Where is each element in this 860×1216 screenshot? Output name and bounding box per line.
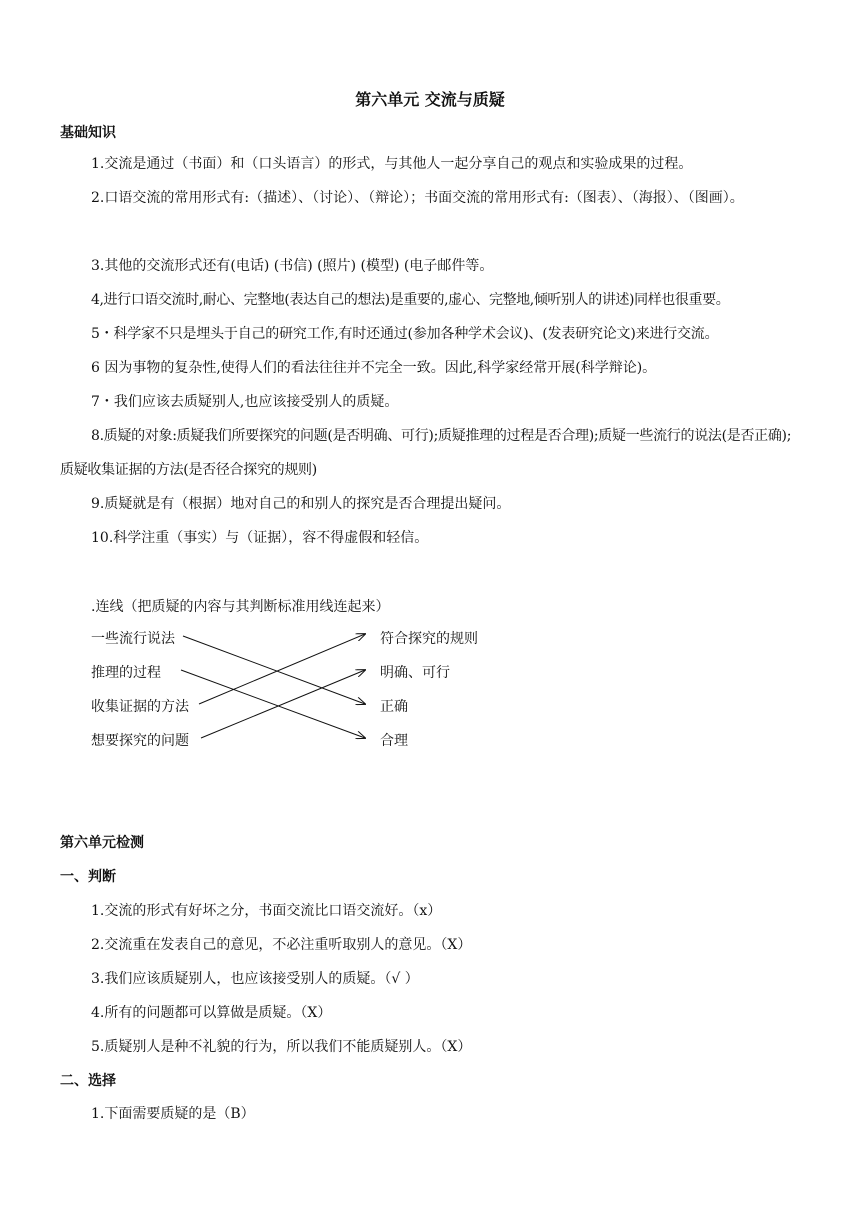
match-left-3: 收集证据的方法	[91, 699, 189, 715]
judgement-item-4: 4.所有的问题都可以算做是质疑。（X）	[91, 1005, 332, 1021]
choice-item-1: 1.下面需要质疑的是（B）	[91, 1106, 255, 1122]
judgement-heading: 一、判断	[60, 869, 116, 885]
basics-item-4: 4,进行口语交流时,耐心、完整地(表达自己的想法)是重要的,虚心、完整地,倾听别人的讲述)同样也很重要。	[91, 292, 730, 308]
basics-item-3: 3.其他的交流形式还有(电话) (书信) (照片) (模型) (电子邮件等。	[91, 258, 494, 274]
match-left-1: 一些流行说法	[91, 631, 175, 647]
basics-item-8: 8.质疑的对象:质疑我们所要探究的问题(是否明确、可行);质疑推理的过程是否合理);质疑一些流行的说法(是否正确);质疑收集证据的方法(是否径合探究的规则)	[60, 428, 792, 478]
match-line-4	[201, 670, 365, 738]
judgement-item-2: 2.交流重在发表自己的意见，不必注重听取别人的意见。（X）	[91, 937, 472, 953]
match-right-4: 合理	[380, 733, 408, 749]
match-right-1: 符合探究的规则	[380, 631, 478, 647]
match-left-4: 想要探究的问题	[91, 733, 189, 749]
match-line-1	[183, 636, 365, 704]
judgement-item-1: 1.交流的形式有好坏之分，书面交流比口语交流好。（x）	[91, 903, 442, 919]
basics-item-5: 5・科学家不只是埋头于自己的研究工作,有时还通过(参加各种学术会议)、(发表研究论文)来进行交流。	[91, 326, 719, 342]
judgement-item-3: 3.我们应该质疑别人，也应该接受别人的质疑。（√ ）	[91, 971, 419, 987]
basics-item-2: 2.口语交流的常用形式有:（描述）、（讨论）、（辩论）；书面交流的常用形式有:（图表）、（海报）、（图画）。	[91, 190, 744, 206]
choice-heading: 二、选择	[60, 1073, 116, 1089]
basics-item-6: 6 因为事物的复杂性,使得人们的看法往往并不完全一致。因此,科学家经常开展(科学辩论)。	[91, 360, 657, 376]
judgement-item-5: 5.质疑别人是种不礼貌的行为，所以我们不能质疑别人。（X）	[91, 1039, 472, 1055]
match-right-2: 明确、可行	[380, 665, 450, 681]
page-title: 第六单元 交流与质疑	[355, 90, 505, 109]
matching-instruction: .连线（把质疑的内容与其判断标准用线连起来）	[91, 599, 390, 615]
match-line-2	[181, 670, 365, 738]
match-right-3: 正确	[380, 699, 408, 715]
basics-item-10: 10.科学注重（事实）与（证据），容不得虚假和轻信。	[91, 530, 429, 546]
basics-item-9: 9.质疑就是有（根据）地对自己的和别人的探究是否合理提出疑问。	[91, 496, 511, 512]
test-heading: 第六单元检测	[60, 835, 144, 851]
basics-item-7: 7・我们应该去质疑别人,也应该接受别人的质疑。	[91, 394, 399, 410]
match-line-3	[199, 634, 365, 704]
basics-heading: 基础知识	[60, 125, 116, 141]
basics-item-1: 1.交流是通过（书面）和（口头语言）的形式，与其他人一起分享自己的观点和实验成果的过程。	[91, 156, 693, 172]
match-left-2: 推理的过程	[91, 665, 161, 681]
